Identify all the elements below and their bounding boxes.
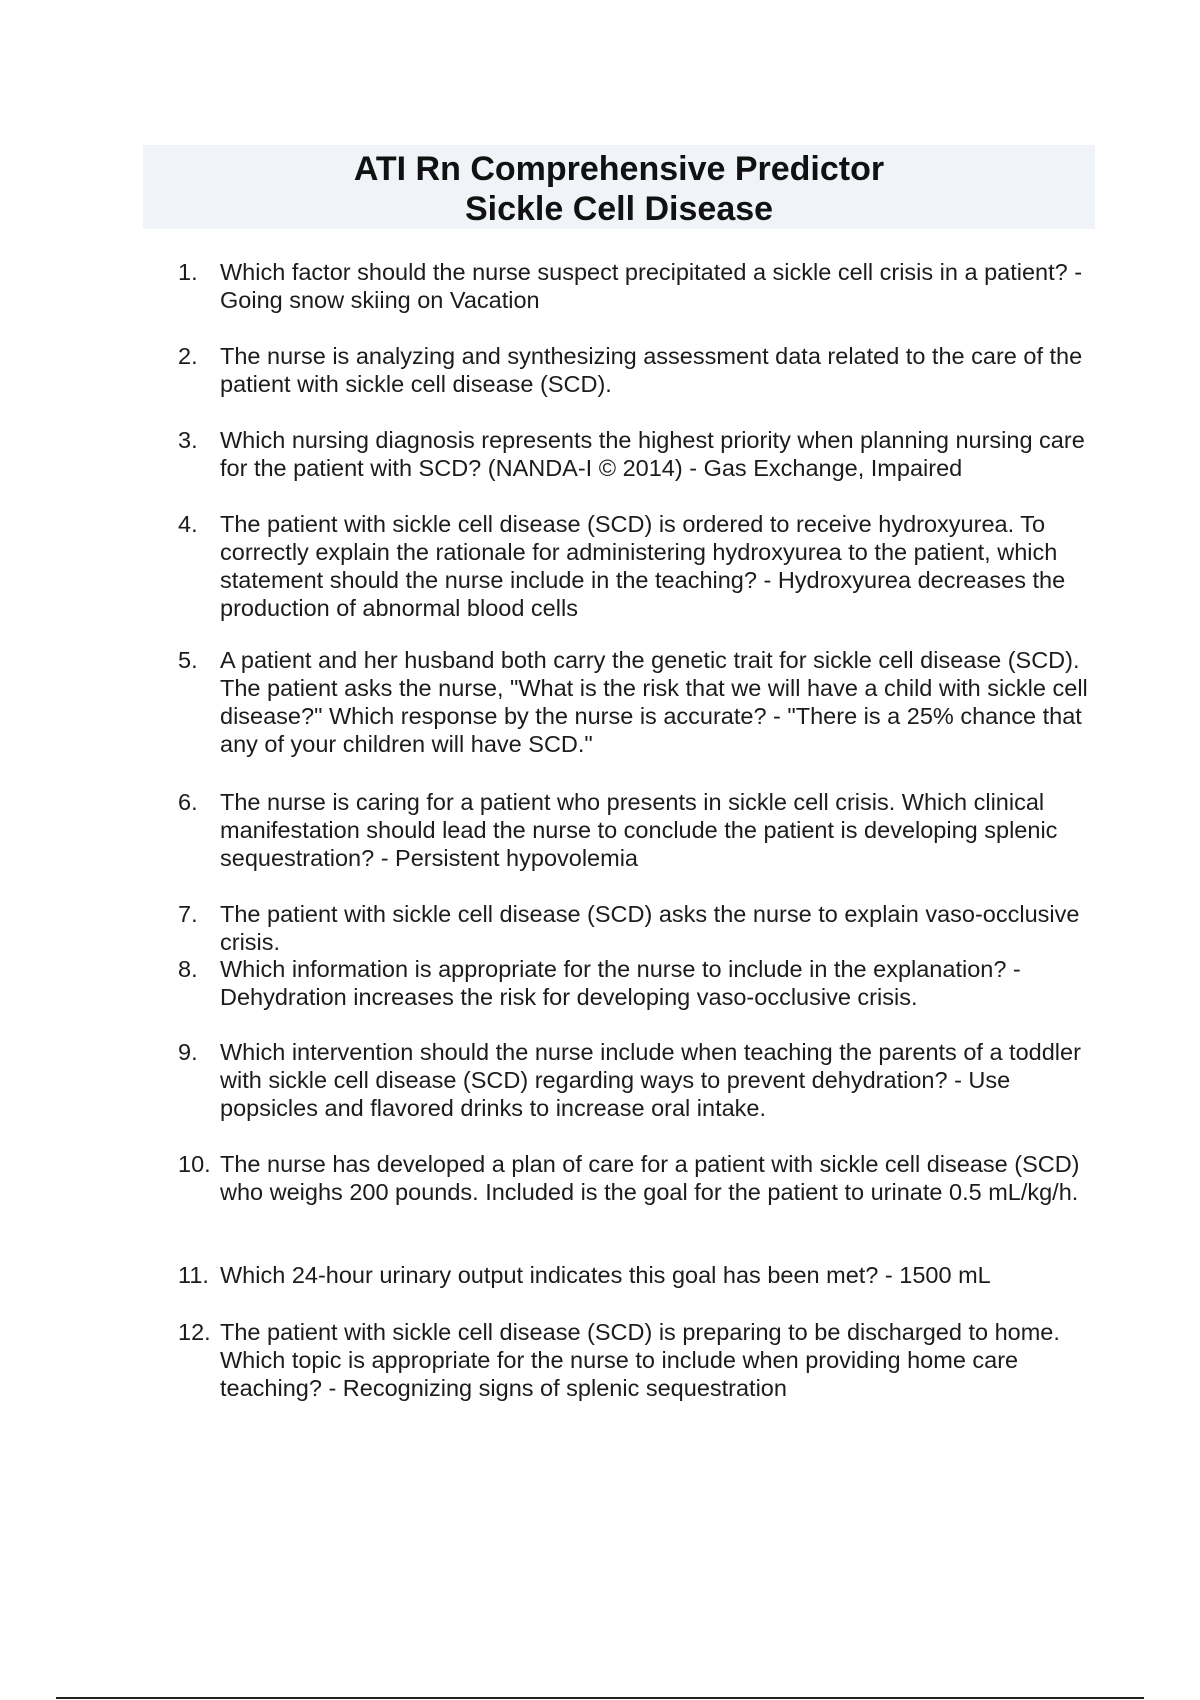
question-number: 12. bbox=[178, 1319, 211, 1345]
question-text: Which nursing diagnosis represents the highest priority when planning nursing care for the patient with SCD? (NANDA-I © 2014) - Gas Exchange, Impaired bbox=[220, 427, 1085, 481]
question-text: A patient and her husband both carry the genetic trait for sickle cell disease (SCD). The patient asks the nurse, "What is the risk that we will have a child with sickle cell disease?" Which response by the nurse is accurate? - "There is a 25% chance that any of your children will have SCD." bbox=[220, 647, 1088, 757]
question-number: 5. bbox=[178, 647, 198, 673]
footer-divider bbox=[56, 1697, 1144, 1699]
question-number: 2. bbox=[178, 343, 198, 369]
document-title: ATI Rn Comprehensive Predictor bbox=[353, 150, 885, 188]
question-number: 11. bbox=[178, 1262, 209, 1288]
question-text: The nurse has developed a plan of care for a patient with sickle cell disease (SCD) who weighs 200 pounds. Included is the goal for the patient to urinate 0.5 mL/kg/h. bbox=[220, 1151, 1080, 1205]
question-number: 7. bbox=[178, 901, 198, 927]
question-text: Which intervention should the nurse include when teaching the parents of a toddler with sickle cell disease (SCD) regarding ways to prevent dehydration? - Use popsicles and flavored drinks to increase oral intake. bbox=[220, 1039, 1081, 1121]
question-number: 9. bbox=[178, 1039, 198, 1065]
title-banner bbox=[143, 145, 1095, 229]
question-number: 10. bbox=[178, 1151, 211, 1177]
question-number: 8. bbox=[178, 956, 198, 982]
question-text: The patient with sickle cell disease (SCD) is ordered to receive hydroxyurea. To correctly explain the rationale for administering hydroxyurea to the patient, which statement should the nurse include in the teaching? - Hydroxyurea decreases the production of abnormal blood cells bbox=[220, 511, 1066, 621]
question-text: The nurse is caring for a patient who presents in sickle cell crisis. Which clinical manifestation should lead the nurse to conclude the patient is developing splenic sequestration? - Persistent hypovolemia bbox=[220, 789, 1058, 871]
question-text: The patient with sickle cell disease (SCD) asks the nurse to explain vaso-occlusive crisis. bbox=[220, 901, 1080, 955]
question-text: The patient with sickle cell disease (SCD) is preparing to be discharged to home. Which topic is appropriate for the nurse to include when providing home care teaching? - Recognizing signs of splenic sequestration bbox=[220, 1319, 1060, 1401]
question-text: Which information is appropriate for the nurse to include in the explanation? - Dehydration increases the risk for developing vaso-occlusive crisis. bbox=[220, 956, 1021, 1010]
document-subtitle: Sickle Cell Disease bbox=[464, 190, 774, 228]
question-text: Which 24-hour urinary output indicates this goal has been met? - 1500 mL bbox=[220, 1262, 991, 1288]
question-number: 3. bbox=[178, 427, 198, 453]
question-text: Which factor should the nurse suspect precipitated a sickle cell crisis in a patient? - Going snow skiing on Vacation bbox=[220, 259, 1083, 313]
question-number: 6. bbox=[178, 789, 198, 815]
question-text: The nurse is analyzing and synthesizing assessment data related to the care of the patient with sickle cell disease (SCD). bbox=[220, 343, 1083, 397]
question-number: 4. bbox=[178, 511, 198, 537]
question-number: 1. bbox=[178, 259, 198, 285]
